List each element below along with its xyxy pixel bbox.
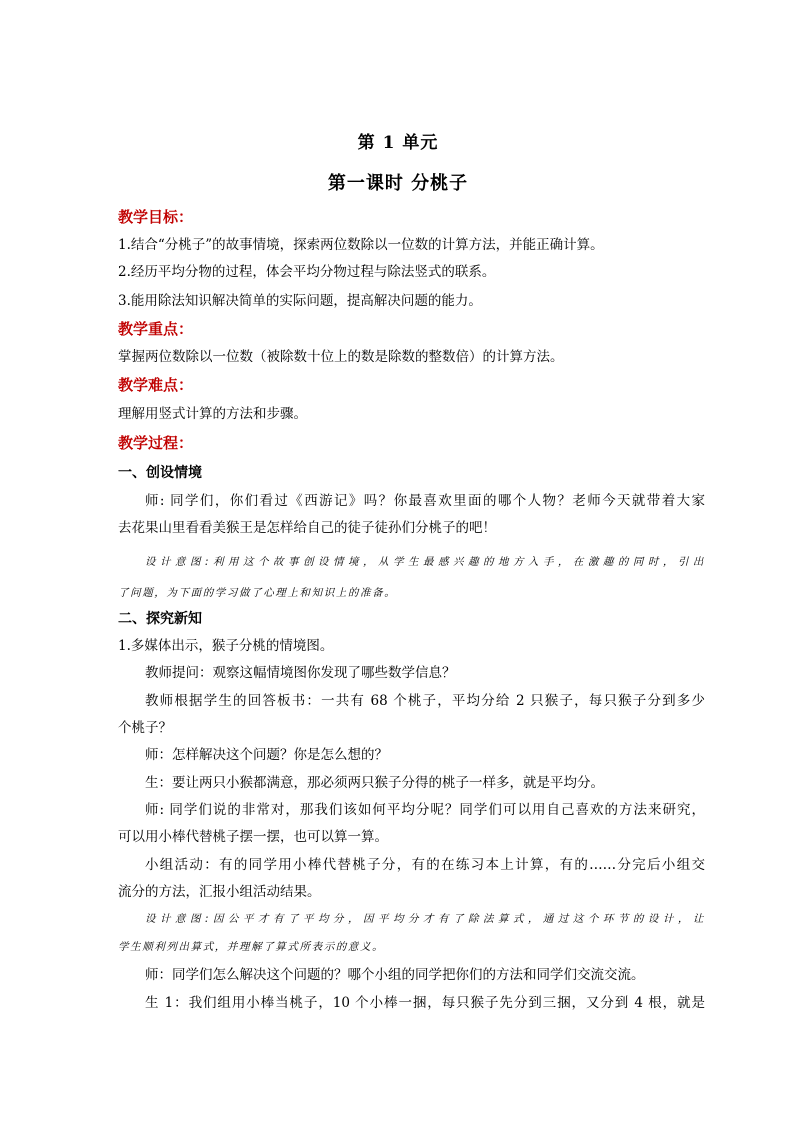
design-note-2: 学生顺利列出算式，并理解了算式所表示的意义。 [118,941,385,953]
part2-line: 师：同学们怎么解决这个问题的？哪个小组的同学把你们的方法和同学们交流交流。 [145,967,645,983]
goal-item: 1.结合“分桃子”的故事情境，探索两位数除以一位数的计算方法，并能正确计算。 [118,237,604,253]
part2-line: 1.多媒体出示，猴子分桃的情境图。 [118,638,334,654]
design-note-1: 了问题，为下面的学习做了心理上和知识上的准备。 [118,587,397,599]
design-note-1: 设计意图:利用这个故事创设情境，从学生最感兴趣的地方入手，在激趣的同时，引出 [145,556,705,568]
part2-line: 师: 同学们说的非常对，那我们该如何平均分呢？同学们可以用自己喜欢的方法来研究， [145,802,705,818]
goal-item: 2.经历平均分物的过程，体会平均分物过程与除法竖式的联系。 [118,264,496,280]
goal-item: 3.能用除法知识解决简单的实际问题，提高解决问题的能力。 [118,293,482,309]
goals-heading: 教学目标： [118,208,194,226]
part1-heading: 一、创设情境 [118,465,202,481]
part1-line: 师: 同学们，你们看过《西游记》吗？你最喜欢里面的哪个人物？老师今天就带着大家 [145,493,705,509]
part2-line: 生 1：我们组用小棒当桃子，10 个小棒一捆，每只猴子先分到三捆，又分到 4 根，就是 [145,995,705,1011]
part2-line: 师：怎样解决这个问题？你是怎么想的？ [145,747,388,763]
unit-title: 第 1 单元 [357,133,439,153]
key-heading: 教学重点： [118,320,194,338]
part2-line: 可以用小棒代替桃子摆一摆，也可以算一算。 [118,829,388,845]
part2-line: 小组活动：有的同学用小棒代替桃子分，有的在练习本上计算，有的……分完后小组交 [145,857,705,873]
part2-heading: 二、探究新知 [118,611,202,627]
process-heading: 教学过程： [118,434,194,452]
part1-line: 去花果山里看看美猴王是怎样给自己的徒子徒孙们分桃子的吧！ [118,520,496,536]
difficulty-heading: 教学难点： [118,376,194,394]
part2-line: 生：要让两只小猴都满意，那必须两只猴子分得的桃子一样多，就是平均分。 [145,775,604,791]
part2-line: 教师根据学生的回答板书：一共有 68 个桃子，平均分给 2 只猴子，每只猴子分到多少 [145,693,705,709]
key-text: 掌握两位数除以一位数（被除数十位上的数是除数的整数倍）的计算方法。 [118,349,564,365]
part2-line: 教师提问：观察这幅情境图你发现了哪些数学信息？ [145,665,456,681]
design-note-2: 设计意图:因公平才有了平均分，因平均分才有了除法算式，通过这个环节的设计，让 [145,913,705,925]
lesson-title: 第一课时 分桃子 [327,173,469,194]
part2-line: 流分的方法，汇报小组活动结果。 [118,884,321,900]
difficulty-text: 理解用竖式计算的方法和步骤。 [118,406,307,422]
part2-line: 个桃子？ [118,720,172,736]
